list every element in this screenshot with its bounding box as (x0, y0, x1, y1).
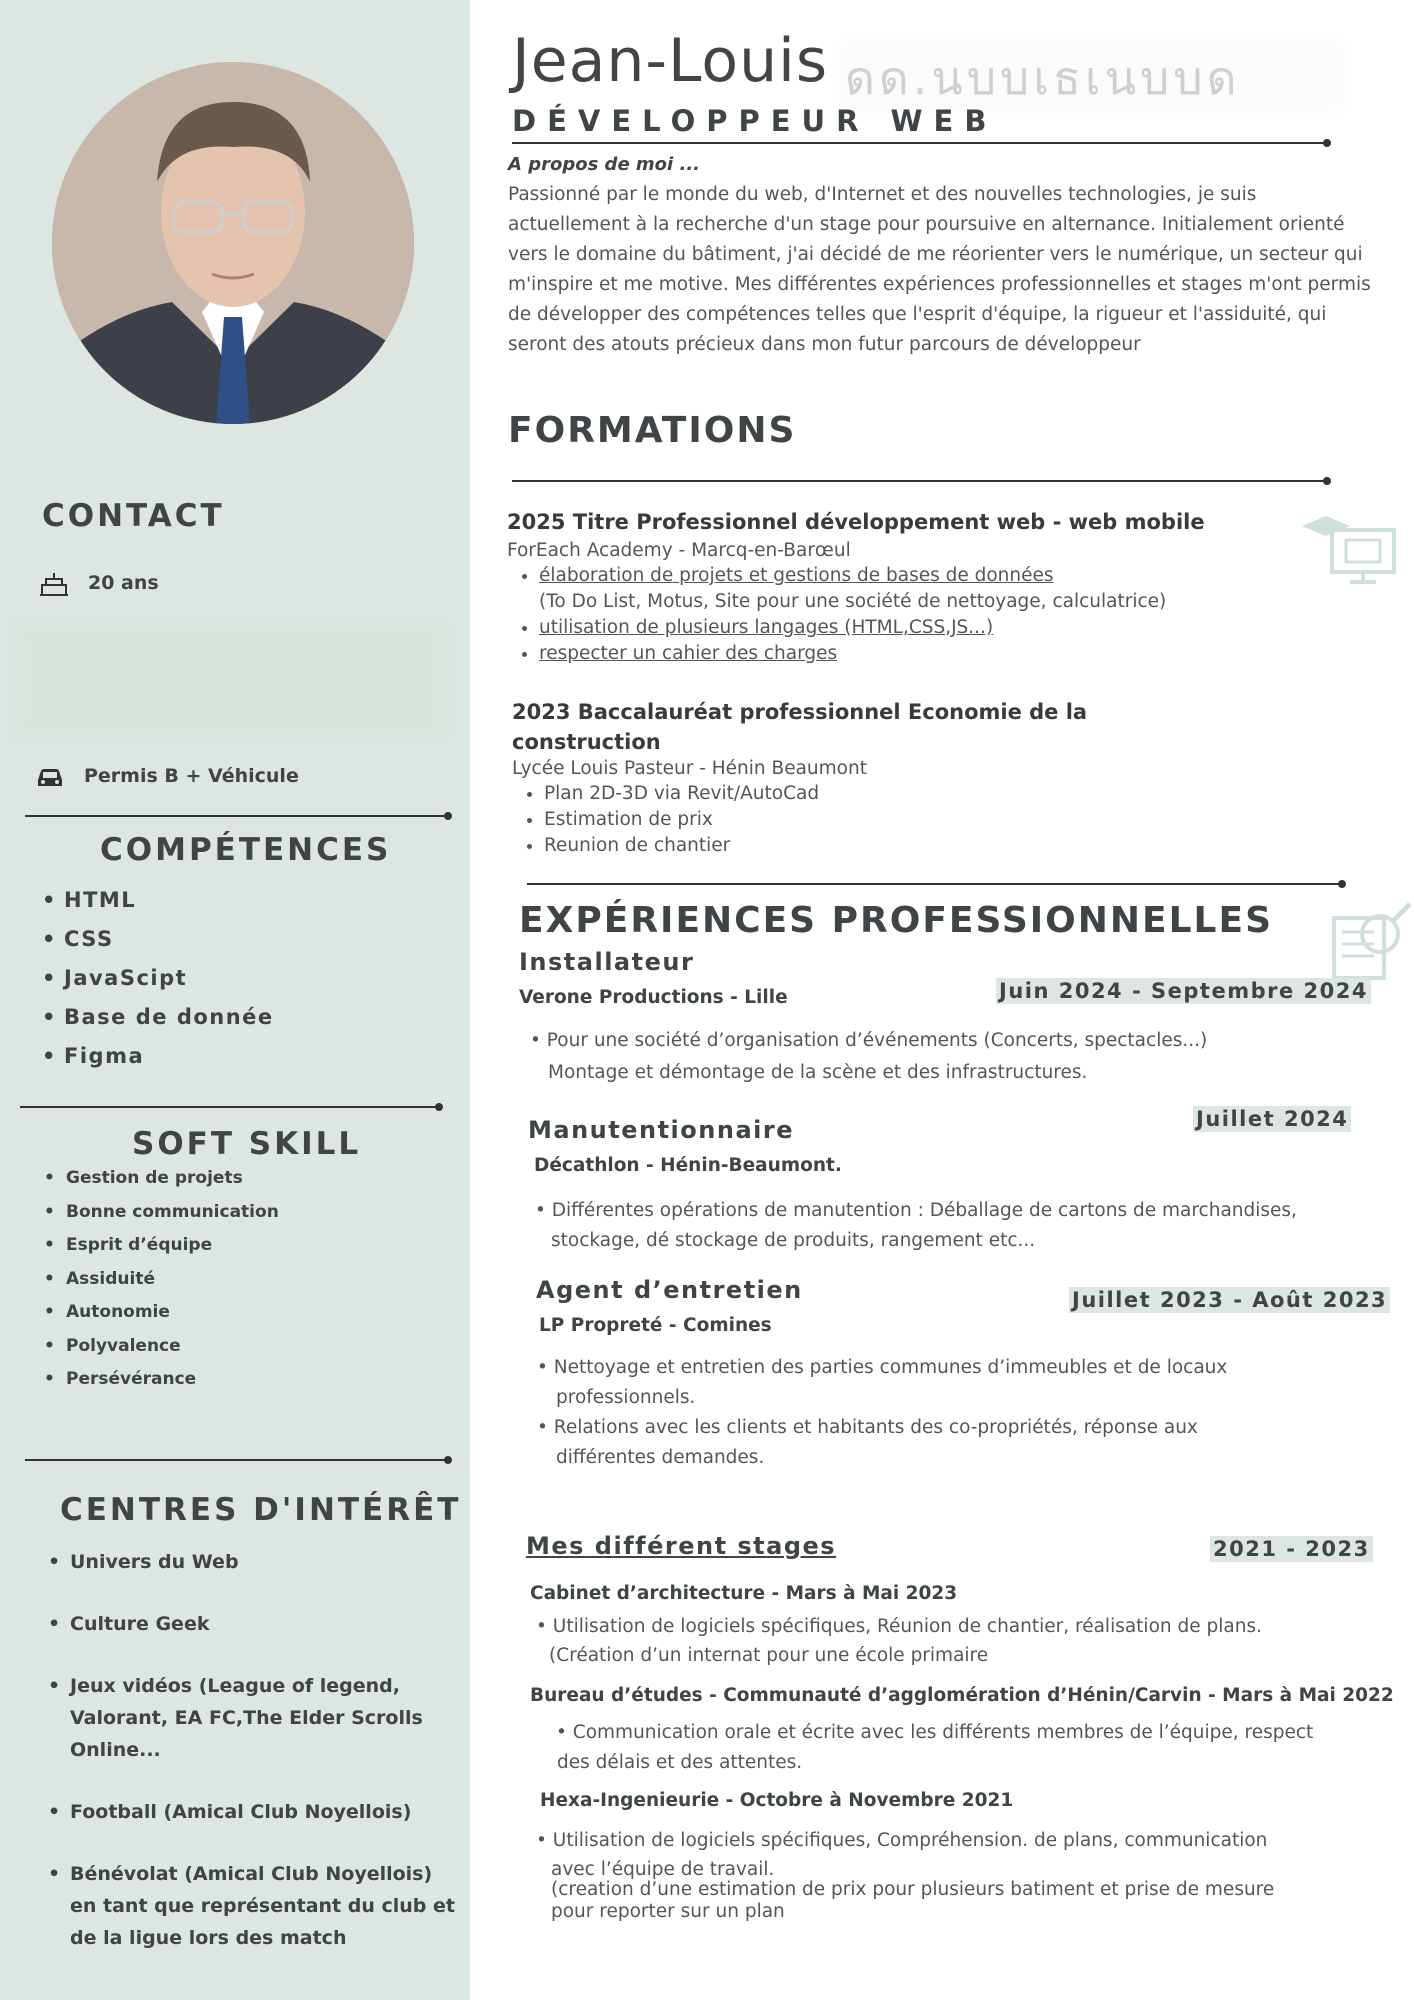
portrait-illustration (52, 62, 414, 424)
formation-items (509, 617, 993, 669)
job-company: Verone Productions - Lille (519, 987, 788, 1008)
stage-place: Cabinet d’architecture - Mars à Mai 2023 (530, 1583, 958, 1604)
divider (25, 815, 449, 817)
job-date: Juillet 2024 (1193, 1106, 1351, 1132)
job-role: Agent d’entretien (536, 1276, 803, 1304)
job-bullet: • Relations avec les clients et habitants des co-propriétés, réponse aux (537, 1417, 1198, 1438)
job-company: Décathlon - Hénin-Beaumont. (534, 1155, 842, 1176)
job-title: DÉVELOPPEUR WEB (512, 104, 998, 138)
job-line: Nettoyage et entretien des parties communes d’immeubles et de locaux (553, 1357, 1228, 1378)
car-icon (34, 760, 66, 792)
graduation-screen-icon (1298, 496, 1398, 588)
soft-skill-item: • Polyvalence (44, 1336, 279, 1356)
interests-title: CENTRES D'INTÉRÊT (60, 1492, 462, 1528)
job-line: stockage, dé stockage de produits, rangement etc... (551, 1230, 1036, 1251)
job-line: Montage et démontage de la scène et des infrastructures. (548, 1062, 1088, 1083)
formation-title: 2025 Titre Professionnel développement web - web mobile (507, 510, 1205, 534)
profile-photo (52, 62, 414, 424)
interest-item: • Jeux vidéos (League of legend, Valorant, EA FC,The Elder Scrolls Online... (48, 1670, 458, 1766)
soft-skill-item: • Assiduité (44, 1269, 279, 1289)
skill-item: • HTML (42, 888, 274, 912)
stage-line: Utilisation de logiciels spécifiques, Compréhension. de plans, communication (552, 1830, 1268, 1851)
formation-item: • Reunion de chantier (544, 835, 819, 857)
formation-items (514, 783, 819, 861)
job-line: professionnels. (556, 1387, 696, 1408)
job-role: Installateur (519, 948, 695, 976)
license-row (34, 760, 299, 792)
stage-place: Hexa-Ingenieurie - Octobre à Novembre 2021 (540, 1790, 1014, 1811)
stage-line: Utilisation de logiciels spécifiques, Réunion de chantier, réalisation de plans. (552, 1616, 1262, 1637)
sidebar (0, 0, 470, 2000)
stage-line: pour reporter sur un plan (551, 1901, 785, 1922)
formation-note: (To Do List, Motus, Site pour une société de nettoyage, calculatrice) (539, 591, 1167, 612)
divider (527, 883, 1343, 885)
birthday-cake-icon (38, 567, 70, 599)
divider (25, 1459, 449, 1461)
job-date: Juin 2024 - Septembre 2024 (996, 978, 1371, 1004)
job-line: différentes demandes. (556, 1447, 765, 1468)
divider (20, 1106, 440, 1108)
soft-skill-item: • Persévérance (44, 1369, 279, 1389)
divider (512, 142, 1328, 144)
interests-list (48, 1546, 458, 1984)
stage-bullet: • Utilisation de logiciels spécifiques, Compréhension. de plans, communication (536, 1830, 1268, 1851)
job-line: Pour une société d’organisation d’événements (Concerts, spectacles...) (546, 1030, 1208, 1051)
soft-skill-item: • Gestion de projets (44, 1168, 279, 1188)
formation-item: • élaboration de projets et gestions de bases de données (539, 565, 1054, 587)
stage-line: des délais et des attentes. (557, 1752, 803, 1773)
soft-skill-item: • Bonne communication (44, 1202, 279, 1222)
formation-school: ForEach Academy - Marcq-en-Barœul (507, 540, 851, 561)
stage-place: Bureau d’études - Communauté d’agglomération d’Hénin/Carvin - Mars à Mai 2022 (530, 1685, 1394, 1706)
job-company: LP Propreté - Comines (539, 1315, 772, 1336)
formation-item: • utilisation de plusieurs langages (HTML,CSS,JS...) (539, 617, 993, 639)
skill-item: • JavaScipt (42, 966, 274, 990)
stage-bullet: • Communication orale et écrite avec les différents membres de l’équipe, respect (556, 1722, 1314, 1743)
surname-artifact: ดด.นบบเธเนบบด (845, 51, 1241, 105)
age-row (38, 567, 159, 599)
blurred-contact-info (20, 625, 440, 735)
job-date: Juillet 2023 - Août 2023 (1069, 1287, 1390, 1313)
stage-line: (Création d’un internat pour une école primaire (549, 1645, 989, 1666)
job-line: Différentes opérations de manutention : Déballage de cartons de marchandises, (551, 1200, 1297, 1221)
formation-item: • Plan 2D-3D via Revit/AutoCad (544, 783, 819, 805)
formations-title: FORMATIONS (508, 410, 797, 451)
license-text: Permis B + Véhicule (84, 765, 299, 787)
skills-list (42, 888, 274, 1083)
stage-line: (creation d’une estimation de prix pour plusieurs batiment et prise de mesure (551, 1879, 1275, 1900)
skill-item: • Base de donnée (42, 1005, 274, 1029)
divider (512, 480, 1328, 482)
formation-title: 2023 Baccalauréat professionnel Economie de la construction (512, 700, 1088, 754)
soft-skill-title: SOFT SKILL (132, 1126, 362, 1162)
full-name: Jean-Louis (512, 26, 829, 96)
job-role: Manutentionnaire (528, 1116, 794, 1144)
interest-item: • Bénévolat (Amical Club Noyellois) en tant que représentant du club et de la ligue lors des match (48, 1858, 458, 1954)
stages-title: Mes différent stages (526, 1532, 837, 1560)
interest-item: • Football (Amical Club Noyellois) (48, 1796, 458, 1828)
stages-date: 2021 - 2023 (1210, 1536, 1373, 1562)
soft-skill-item: • Esprit d’équipe (44, 1235, 279, 1255)
skills-title: COMPÉTENCES (100, 832, 392, 868)
about-title: A propos de moi ... (508, 154, 700, 175)
interest-item: • Univers du Web (48, 1546, 458, 1578)
age-text: 20 ans (88, 572, 159, 594)
job-bullet: • Pour une société d’organisation d’événements (Concerts, spectacles...) (530, 1030, 1208, 1051)
job-line: Relations avec les clients et habitants des co-propriétés, réponse aux (553, 1417, 1198, 1438)
stage-line: Communication orale et écrite avec les différents membres de l’équipe, respect (572, 1722, 1314, 1743)
formation-item: • respecter un cahier des charges (539, 643, 993, 665)
job-bullet: • Nettoyage et entretien des parties communes d’immeubles et de locaux (537, 1357, 1228, 1378)
skill-item: • Figma (42, 1044, 274, 1068)
job-bullet: • Différentes opérations de manutention : Déballage de cartons de marchandises, (535, 1200, 1297, 1221)
experience-title: EXPÉRIENCES PROFESSIONNELLES (519, 900, 1274, 941)
soft-skill-item: • Autonomie (44, 1302, 279, 1322)
stage-line: avec l’équipe de travail. (551, 1859, 775, 1880)
soft-skills-list (44, 1168, 279, 1403)
document-search-icon (1330, 898, 1414, 984)
formation-items (509, 565, 1054, 591)
skill-item: • CSS (42, 927, 274, 951)
stage-bullet: • Utilisation de logiciels spécifiques, Réunion de chantier, réalisation de plans. (536, 1616, 1262, 1637)
interest-item: • Culture Geek (48, 1608, 458, 1640)
contact-title: CONTACT (42, 498, 225, 534)
formation-item: • Estimation de prix (544, 809, 819, 831)
about-text: Passionné par le monde du web, d'Internet et des nouvelles technologies, je suis actuellement à la recherche d'un stage pour poursuive en alternance. Initialement orienté vers le domaine du bâtiment, j'ai décidé de me réorienter vers le numérique, un secteur qui m'inspire et me motive. Mes différentes expériences professionnelles et stages m'ont permis de développer des compétences telles que l'esprit d'équipe, la rigueur et l'assiduité, qui seront des atouts précieux dans mon futur parcours de développeur (508, 184, 1371, 355)
formation-school: Lycée Louis Pasteur - Hénin Beaumont (512, 758, 867, 779)
